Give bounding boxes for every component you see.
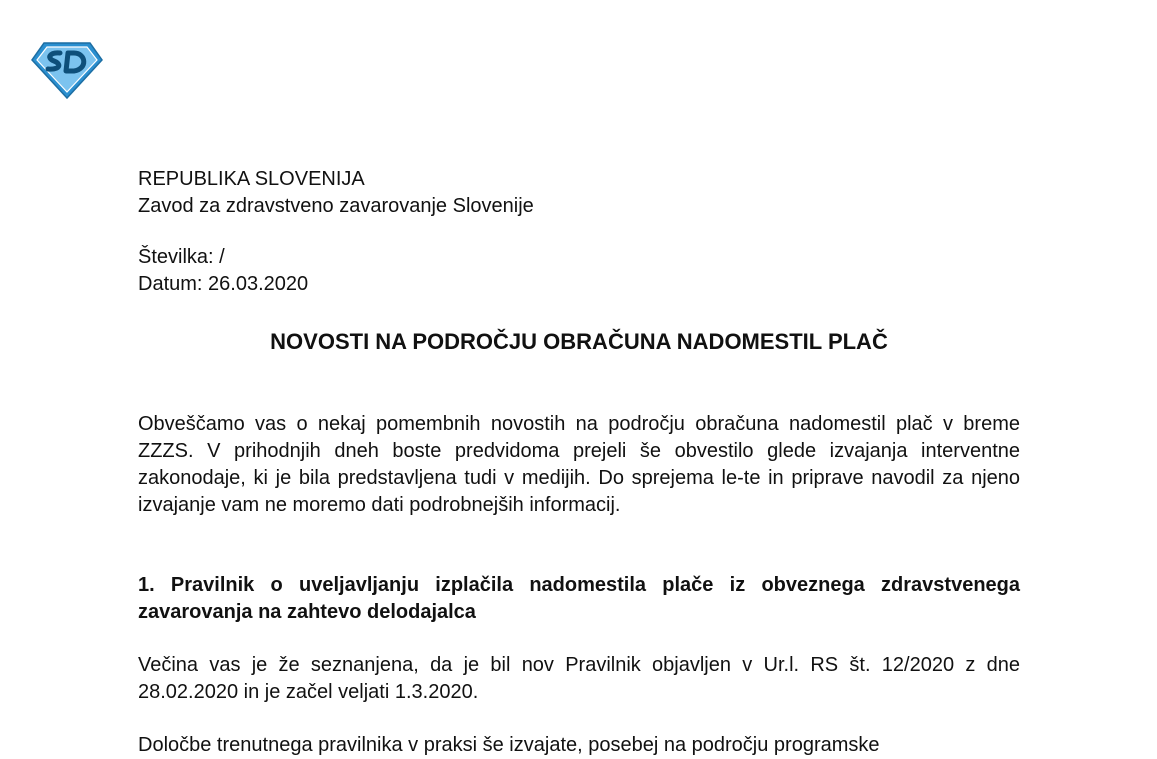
section-1-paragraph: Večina vas je že seznanjena, da je bil nov Pravilnik objavljen v Ur.l. RS št. 12/2020 z dne 28.02.2020 in je začel veljati 1.3.2020. bbox=[138, 654, 1020, 703]
shield-logo-icon bbox=[30, 40, 104, 100]
document-title: NOVOSTI NA PODROČJU OBRAČUNA NADOMESTIL PLAČ bbox=[270, 329, 888, 354]
document-number: Številka: / bbox=[138, 246, 225, 268]
section-1-next-paragraph: Določbe trenutnega pravilnika v praksi še izvajate, posebej na področju programske bbox=[138, 734, 880, 756]
issuer-line-2: Zavod za zdravstveno zavarovanje Slovenije bbox=[138, 195, 534, 217]
section-1-heading: 1. Pravilnik o uveljavljanju izplačila nadomestila plače iz obveznega zdravstvenega zavarovanja na zahtevo delodajalca bbox=[138, 574, 1020, 623]
zzzs-logo bbox=[30, 40, 104, 100]
intro-paragraph: Obveščamo vas o nekaj pomembnih novostih na področju obračuna nadomestil plač v breme ZZZS. V prihodnjih dneh boste predvidoma prejeli še obvestilo glede izvajanja interventne zakonodaje, ki je bila predstavljena tudi v medijih. Do sprejema le-te in priprave navodil za njeno izvajanje vam ne moremo dati podrobnejših informacij. bbox=[138, 413, 1020, 516]
document-date: Datum: 26.03.2020 bbox=[138, 273, 309, 295]
issuer-line-1: REPUBLIKA SLOVENIJA bbox=[138, 168, 365, 190]
document-meta bbox=[138, 244, 308, 298]
issuer-block bbox=[138, 166, 534, 220]
